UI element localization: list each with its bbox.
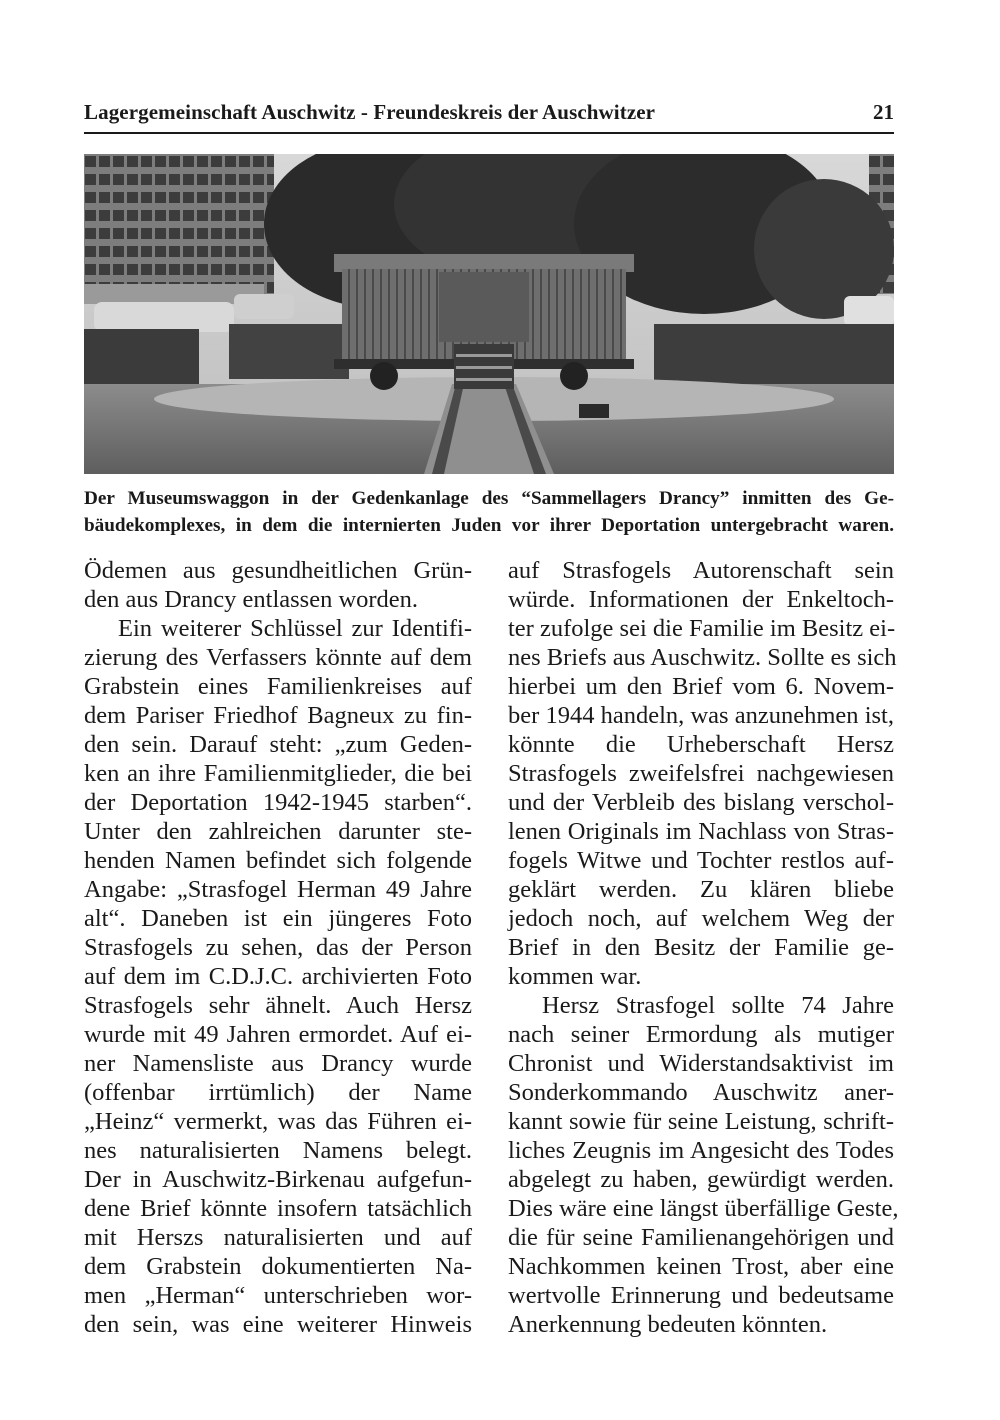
text-line: dem Pariser Friedhof Bagneux zu fin- <box>84 702 472 729</box>
left-column <box>84 556 472 1339</box>
text-line: ner Namensliste aus Drancy wurde <box>84 1050 472 1077</box>
text-line: ken an ihre Familienmitglieder, die bei <box>84 760 472 787</box>
text-line: Brief in den Besitz der Familie ge- <box>508 934 894 961</box>
text-line: Strasfogels zu sehen, das der Person <box>84 934 472 961</box>
text-line: Anerkennung bedeuten könnten. <box>508 1311 828 1338</box>
text-line: nes naturalisierten Namens belegt. <box>84 1137 472 1164</box>
text-line: geklärt werden. Zu klären bliebe <box>508 876 894 903</box>
text-line: Strasfogels zweifelsfrei nachgewiesen <box>508 760 894 787</box>
caption-line: bäudekomplexes, in dem die internierten Juden vor ihrer Deportation untergebracht waren. <box>84 515 894 536</box>
text-line: ber 1944 handeln, was anzunehmen ist, <box>508 702 894 729</box>
text-line: könnte die Urheberschaft Hersz <box>508 731 894 758</box>
text-line: dene Brief könnte insofern tatsächlich <box>84 1195 472 1222</box>
text-line: den aus Drancy entlassen worden. <box>84 586 419 613</box>
text-line: ter zufolge sei die Familie im Besitz ei- <box>508 615 896 642</box>
text-line: würde. Informationen der Enkeltoch- <box>508 586 894 613</box>
text-line: dem Grabstein dokumentierten Na- <box>84 1253 472 1280</box>
text-line: auf Strasfogels Autorenschaft sein <box>508 557 894 584</box>
running-title: Lagergemeinschaft Auschwitz - Freundeskreis der Auschwitzer <box>84 100 656 124</box>
text-line: lenen Originals im Nachlass von Stras- <box>508 818 894 845</box>
text-line: henden Namen befindet sich folgende <box>84 847 472 874</box>
text-line: Der in Auschwitz-Birkenau aufgefun- <box>84 1166 472 1193</box>
text-line: nach seiner Ermordung als mutiger <box>508 1021 894 1048</box>
museum-wagon-photo <box>84 154 894 474</box>
text-line: hierbei um den Brief vom 6. Novem- <box>508 673 894 700</box>
text-line: nes Briefs aus Auschwitz. Sollte es sich <box>508 644 897 671</box>
text-line: Nachkommen keinen Trost, aber eine <box>508 1253 894 1280</box>
text-line: zierung des Verfassers könnte auf dem <box>84 644 472 671</box>
text-line: der Deportation 1942-1945 starben“. <box>84 789 472 816</box>
text-line: Sonderkommando Auschwitz aner- <box>508 1079 894 1106</box>
caption-line: Der Museumswaggon in der Gedenkanlage des “Sammellagers Drancy” inmitten des Ge- <box>84 488 894 509</box>
text-line: und der Verbleib des bislang verschol- <box>508 789 894 816</box>
text-line: jedoch noch, auf welchem Weg der <box>508 905 894 932</box>
right-column <box>508 556 899 1339</box>
text-line: die für seine Familienangehörigen und <box>508 1224 894 1251</box>
text-line: liches Zeugnis im Angesicht des Todes <box>508 1137 894 1164</box>
text-line: Angabe: „Strasfogel Herman 49 Jahre <box>84 876 472 903</box>
text-line: Hersz Strasfogel sollte 74 Jahre <box>542 992 894 1019</box>
text-line: wurde mit 49 Jahren ermordet. Auf ei- <box>84 1021 472 1048</box>
text-line: „Heinz“ vermerkt, was das Führen ei- <box>84 1108 472 1135</box>
text-line: Unter den zahlreichen darunter ste- <box>84 818 472 845</box>
text-line: (offenbar irrtümlich) der Name <box>84 1079 472 1106</box>
text-line: mit Herszs naturalisierten und auf <box>84 1224 472 1251</box>
text-line: Dies wäre eine längst überfällige Geste, <box>508 1195 899 1222</box>
text-line: alt“. Daneben ist ein jüngeres Foto <box>84 905 472 932</box>
photo-caption <box>84 485 894 539</box>
text-line: men „Herman“ unterschrieben wor- <box>84 1282 472 1309</box>
text-line: Ein weiterer Schlüssel zur Identifi- <box>118 615 472 642</box>
text-line: Grabstein eines Familienkreises auf <box>84 673 472 700</box>
text-line: kannt sowie für seine Leistung, schrift- <box>508 1108 894 1135</box>
text-line: fogels Witwe und Tochter restlos auf- <box>508 847 894 874</box>
text-line: wertvolle Erinnerung und bedeutsame <box>508 1282 894 1309</box>
text-line: den sein. Darauf steht: „zum Geden- <box>84 731 472 758</box>
text-line: auf dem im C.D.J.C. archivierten Foto <box>84 963 472 990</box>
page-header <box>84 100 894 134</box>
text-line: abgelegt zu haben, gewürdigt werden. <box>508 1166 894 1193</box>
text-line: kommen war. <box>508 963 642 990</box>
text-line: den sein, was eine weiterer Hinweis <box>84 1311 472 1338</box>
text-line: Ödemen aus gesundheitlichen Grün- <box>84 557 472 584</box>
text-line: Chronist und Widerstandsaktivist im <box>508 1050 894 1077</box>
page-number: 21 <box>873 100 894 124</box>
text-line: Strasfogels sehr ähnelt. Auch Hersz <box>84 992 472 1019</box>
